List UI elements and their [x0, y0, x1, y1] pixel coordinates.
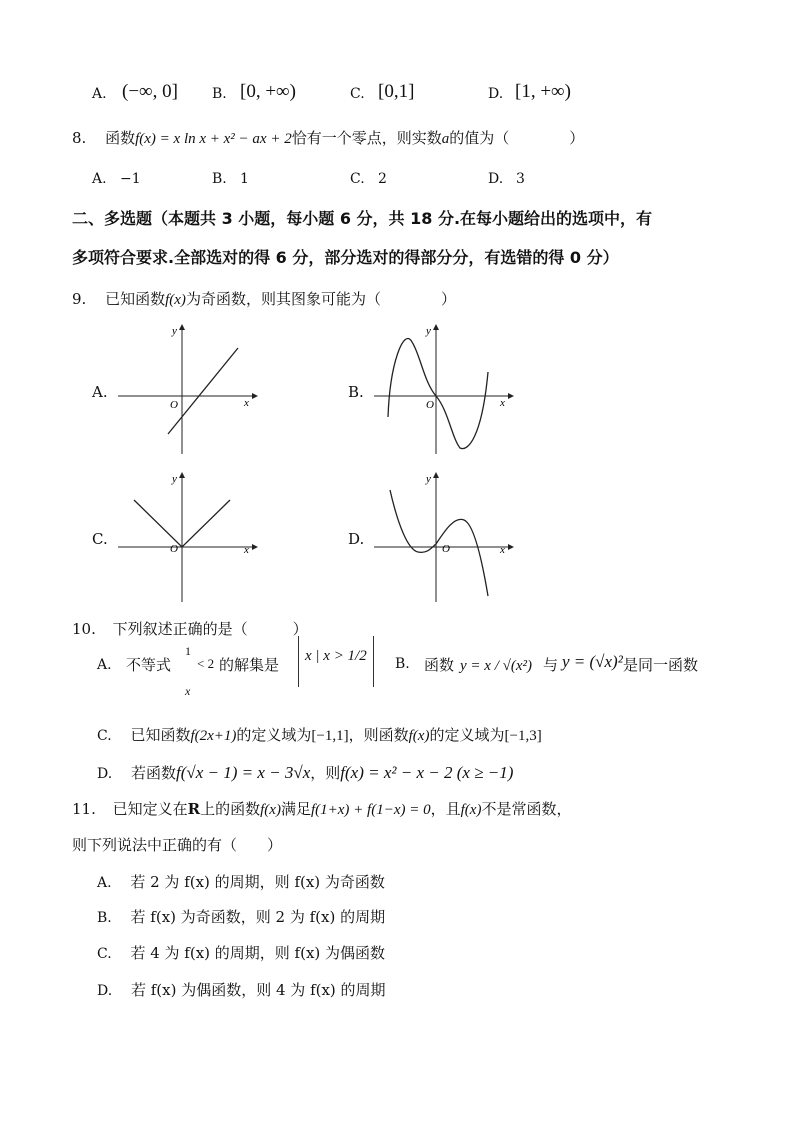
graph-b-cubic — [374, 322, 514, 454]
graph-b-y-label: y — [426, 325, 431, 337]
q8-suffix: 的值为（ ） — [449, 129, 585, 147]
q10-d-eq1: f(√x − 1) = x − 3√x — [175, 763, 311, 782]
graph-b-origin: O — [426, 399, 434, 411]
graph-a-origin: O — [170, 399, 178, 411]
q10-a-set: x | x > 1/2 — [298, 636, 374, 687]
q11-mid: 上的函数 — [200, 800, 261, 818]
q8-option-c-value: 2 — [378, 171, 387, 187]
q10-a-frac-num: 1 — [185, 644, 191, 658]
q11-option-b — [97, 906, 385, 927]
q8-option-c-label: C. — [350, 171, 365, 187]
q7-option-d-label: D. — [488, 86, 504, 102]
q8-prefix: 函数 — [105, 129, 136, 147]
q8-option-b-label: B. — [212, 171, 227, 187]
q8-option-a-label: A. — [92, 171, 107, 187]
q11-option-d-text: 若 f(x) 为偶函数，则 4 为 f(x) 的周期 — [130, 981, 386, 999]
q11-fx: f(x) — [260, 802, 281, 818]
q8-option-a-value: −1 — [120, 171, 141, 187]
q10-d-eq2: f(x) = x² − x − 2 (x ≥ −1) — [340, 763, 514, 782]
q11-option-b-label: B. — [97, 910, 112, 926]
question-8 — [72, 127, 584, 148]
graph-a-x-label: x — [244, 397, 249, 409]
graph-c-x-label: x — [244, 544, 249, 556]
graph-b-y-arrow — [433, 324, 439, 330]
q10-b-mid: 与 — [543, 656, 559, 674]
graph-d-y-arrow — [433, 472, 439, 478]
q11-option-c-text: 若 4 为 f(x) 的周期，则 f(x) 为偶函数 — [130, 944, 386, 962]
q10-c-mid2: ，则函数 — [348, 726, 409, 744]
q11-fx-2: f(x) — [460, 802, 482, 818]
q11-cond: f(1+x) + f(1−x) = 0 — [310, 802, 431, 818]
q7-option-c-value: [0,1] — [378, 81, 415, 102]
q10-c — [97, 724, 542, 745]
q9-fx: f(x) — [165, 292, 186, 308]
q10-a-rel: < 2 — [197, 656, 215, 671]
graph-c-y-arrow — [179, 472, 185, 478]
q11-mid2: 满足 — [280, 800, 311, 818]
graph-a-y-label: y — [172, 325, 177, 337]
graph-c-absolute — [118, 470, 258, 602]
graph-d-origin: O — [442, 543, 450, 555]
q11-option-c — [97, 942, 385, 963]
q11-post: ，且 — [430, 800, 461, 818]
q11-option-d — [97, 979, 386, 1000]
graph-b-x-arrow — [508, 393, 514, 399]
q10-d — [97, 762, 513, 783]
q10-c-label: C. — [97, 728, 112, 744]
q10-number: 10. — [72, 620, 96, 638]
q8-option-b-value: 1 — [240, 171, 249, 187]
q9-number: 9. — [72, 290, 87, 308]
q11-line2: 则下列说法中正确的有（ ） — [72, 836, 283, 854]
q11-pre: 已知定义在 — [112, 800, 188, 818]
graph-a-curve — [168, 348, 238, 434]
q10-stem: 下列叙述正确的是（ ） — [112, 620, 308, 638]
q11-option-d-label: D. — [97, 983, 113, 999]
q11-option-a-text: 若 2 为 f(x) 的周期，则 f(x) 为奇函数 — [130, 873, 385, 891]
question-10 — [72, 618, 308, 639]
graph-d-y-label: y — [426, 473, 431, 485]
q10-c-mid1: 的定义域为 — [236, 726, 312, 744]
question-11-line1 — [72, 798, 571, 819]
graph-d-cubic — [374, 470, 514, 602]
q7-option-a-label: A. — [92, 86, 107, 102]
graph-b-x-label: x — [500, 397, 505, 409]
question-9 — [72, 288, 456, 309]
graph-a-label: A. — [92, 383, 108, 401]
q7-option-d-value: [1, +∞) — [515, 81, 571, 102]
q10-a-frac-den: x — [185, 684, 191, 698]
q11-option-a — [97, 871, 385, 892]
graph-a-linear — [118, 322, 258, 454]
section-2-heading-line1: 二、多选题（本题共 3 小题，每小题 6 分，共 18 分.在每小题给出的选项中，有 — [72, 209, 653, 228]
q11-option-b-text: 若 f(x) 为奇函数，则 2 为 f(x) 的周期 — [130, 908, 386, 926]
q8-option-d-value: 3 — [516, 171, 525, 187]
graph-c-x-arrow — [252, 544, 258, 550]
q10-b-eq1: y = x / √(x²) — [460, 658, 532, 674]
q10-d-mid: ，则 — [310, 764, 341, 782]
q7-option-b-label: B. — [212, 86, 227, 102]
q7-option-c-label: C. — [350, 86, 365, 102]
q8-number: 8. — [72, 129, 87, 147]
q10-c-d2: [−1,3] — [504, 728, 542, 744]
q10-d-label: D. — [97, 766, 113, 782]
q10-a-pre: 不等式 — [126, 656, 172, 674]
q10-b-label: B. — [395, 656, 410, 672]
graph-a-x-arrow — [252, 393, 258, 399]
q10-a-label: A. — [97, 657, 112, 673]
q11-end: 不是常函数， — [481, 800, 572, 818]
q8-var: a — [441, 131, 450, 147]
q10-c-d1: [−1,1] — [311, 728, 349, 744]
graph-b-curve — [388, 339, 488, 449]
graph-c-y-label: y — [172, 473, 177, 485]
section-2-heading-line2: 多项符合要求.全部选对的得 6 分，部分选对的得部分分，有选错的得 0 分） — [72, 248, 619, 267]
graph-b-label: B. — [348, 383, 364, 401]
graph-c-origin: O — [170, 543, 178, 555]
graph-d-x-arrow — [508, 544, 514, 550]
q8-middle: 恰有一个零点，则实数 — [291, 129, 442, 147]
q10-c-f1: f(2x+1) — [190, 728, 237, 744]
graph-d-curve — [390, 490, 488, 596]
q11-r: R — [187, 800, 201, 818]
q10-b-pre: 函数 — [424, 656, 455, 674]
q7-option-a-value: (−∞, 0] — [122, 81, 178, 102]
q9-prefix: 已知函数 — [105, 290, 166, 308]
q10-b-post: 是同一函数 — [623, 656, 699, 674]
graph-d-label: D. — [348, 530, 365, 548]
q9-suffix: 为奇函数，则其图象可能为（ ） — [185, 290, 456, 308]
q11-option-c-label: C. — [97, 946, 112, 962]
q8-formula: f(x) = x ln x + x² − ax + 2 — [135, 131, 292, 147]
q10-c-pre: 已知函数 — [130, 726, 191, 744]
q10-a-mid: 的解集是 — [219, 656, 280, 674]
graph-d-x-label: x — [500, 544, 505, 556]
q7-option-b-value: [0, +∞) — [240, 81, 296, 102]
q10-b-eq2: y = (√x)² — [562, 652, 623, 671]
q10-c-f2: f(x) — [408, 728, 430, 744]
graph-c-label: C. — [92, 530, 108, 548]
q8-option-d-label: D. — [488, 171, 504, 187]
graph-a-y-arrow — [179, 324, 185, 330]
q10-d-pre: 若函数 — [130, 764, 176, 782]
q11-option-a-label: A. — [97, 875, 112, 891]
q11-number: 11. — [72, 800, 96, 818]
q10-c-mid3: 的定义域为 — [429, 726, 505, 744]
